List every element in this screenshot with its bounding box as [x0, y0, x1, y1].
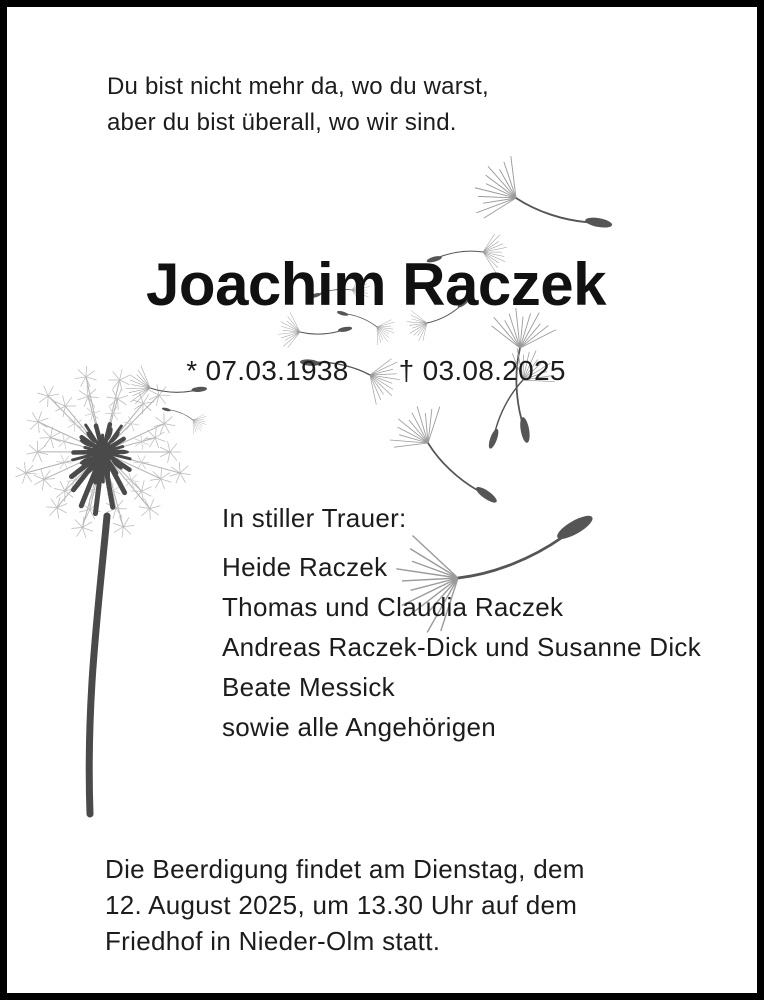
- funeral-line: Friedhof in Nieder-Olm statt.: [105, 926, 441, 956]
- life-dates: [0, 355, 752, 387]
- mourner-name: sowie alle Angehörigen: [222, 712, 497, 742]
- mourner-list: [222, 547, 701, 747]
- mourner-name: Heide Raczek: [222, 552, 388, 582]
- mourner-name: Andreas Raczek-Dick und Susanne Dick: [222, 632, 702, 662]
- deceased-name: Joachim Raczek: [146, 251, 606, 318]
- death-date: † 03.08.2025: [398, 355, 566, 386]
- funeral-details: [105, 851, 585, 959]
- quote-line: Du bist nicht mehr da, wo du warst,: [107, 73, 489, 100]
- funeral-line: 12. August 2025, um 13.30 Uhr auf dem: [105, 890, 578, 920]
- birth-date: * 07.03.1938: [186, 355, 349, 386]
- quote-line: aber du bist überall, wo wir sind.: [107, 109, 457, 136]
- funeral-line: Die Beerdigung findet am Dienstag, dem: [105, 854, 585, 884]
- mourner-name: Beate Messick: [222, 672, 395, 702]
- mourner-name: Thomas und Claudia Raczek: [222, 592, 564, 622]
- mourning-intro: In stiller Trauer:: [222, 503, 407, 533]
- memorial-quote: [107, 69, 489, 141]
